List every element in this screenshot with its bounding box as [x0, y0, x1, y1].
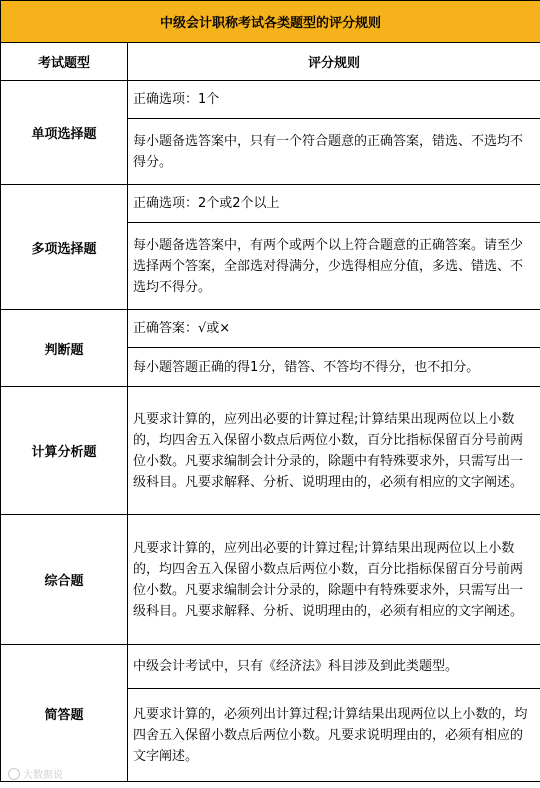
rule-cell: 每小题答题正确的得1分，错答、不答均不得分，也不扣分。 [128, 348, 540, 387]
rule-cell: 正确答案：√或× [128, 310, 540, 348]
rule-cell: 正确选项：1个 [128, 81, 540, 119]
rule-cell: 凡要求计算的，应列出必要的计算过程;计算结果出现两位以上小数的，均四舍五入保留小数点后两位小数，百分比指标保留百分号前两位小数。凡要求编制会计分录的，除题中有特殊要求外，只需写出一级科目。凡要求解释、分析、说明理由的，必须有相应的文字阐述。 [128, 515, 540, 645]
rule-cell: 每小题备选答案中，只有一个符合题意的正确答案，错选、不选均不得分。 [128, 119, 540, 185]
rule-cell: 每小题备选答案中，有两个或两个以上符合题意的正确答案。请至少选择两个答案，全部选对得满分，少选得相应分值，多选、错选、不选均不得分。 [128, 223, 540, 310]
column-header-rule: 评分规则 [128, 43, 540, 81]
table-row [1, 515, 540, 645]
table-row [1, 81, 540, 119]
watermark-text: 大数据说 [23, 770, 63, 781]
column-header-type: 考试题型 [1, 43, 128, 81]
question-type-cell: 综合题 [1, 515, 128, 645]
watermark-logo-icon [8, 768, 20, 780]
rule-cell: 凡要求计算的，必须列出计算过程;计算结果出现两位以上小数的，均四舍五入保留小数点后两位小数。凡要求说明理由的，必须有相应的文字阐述。 [128, 689, 540, 782]
rule-cell: 凡要求计算的，应列出必要的计算过程;计算结果出现两位以上小数的，均四舍五入保留小数点后两位小数，百分比指标保留百分号前两位小数。凡要求编制会计分录的，除题中有特殊要求外，只需写出一级科目。凡要求解释、分析、说明理由的，必须有相应的文字阐述。 [128, 387, 540, 515]
watermark [8, 766, 63, 781]
question-type-cell: 判断题 [1, 310, 128, 387]
table-row [1, 645, 540, 689]
table-row [1, 387, 540, 515]
question-type-cell: 计算分析题 [1, 387, 128, 515]
rule-cell: 中级会计考试中，只有《经济法》科目涉及到此类题型。 [128, 645, 540, 689]
table-row [1, 185, 540, 223]
question-type-cell: 多项选择题 [1, 185, 128, 310]
table-row [1, 310, 540, 348]
question-type-cell: 单项选择题 [1, 81, 128, 185]
rule-cell: 正确选项：2个或2个以上 [128, 185, 540, 223]
table-title: 中级会计职称考试各类题型的评分规则 [1, 1, 540, 43]
question-type-cell: 简答题 [1, 645, 128, 782]
